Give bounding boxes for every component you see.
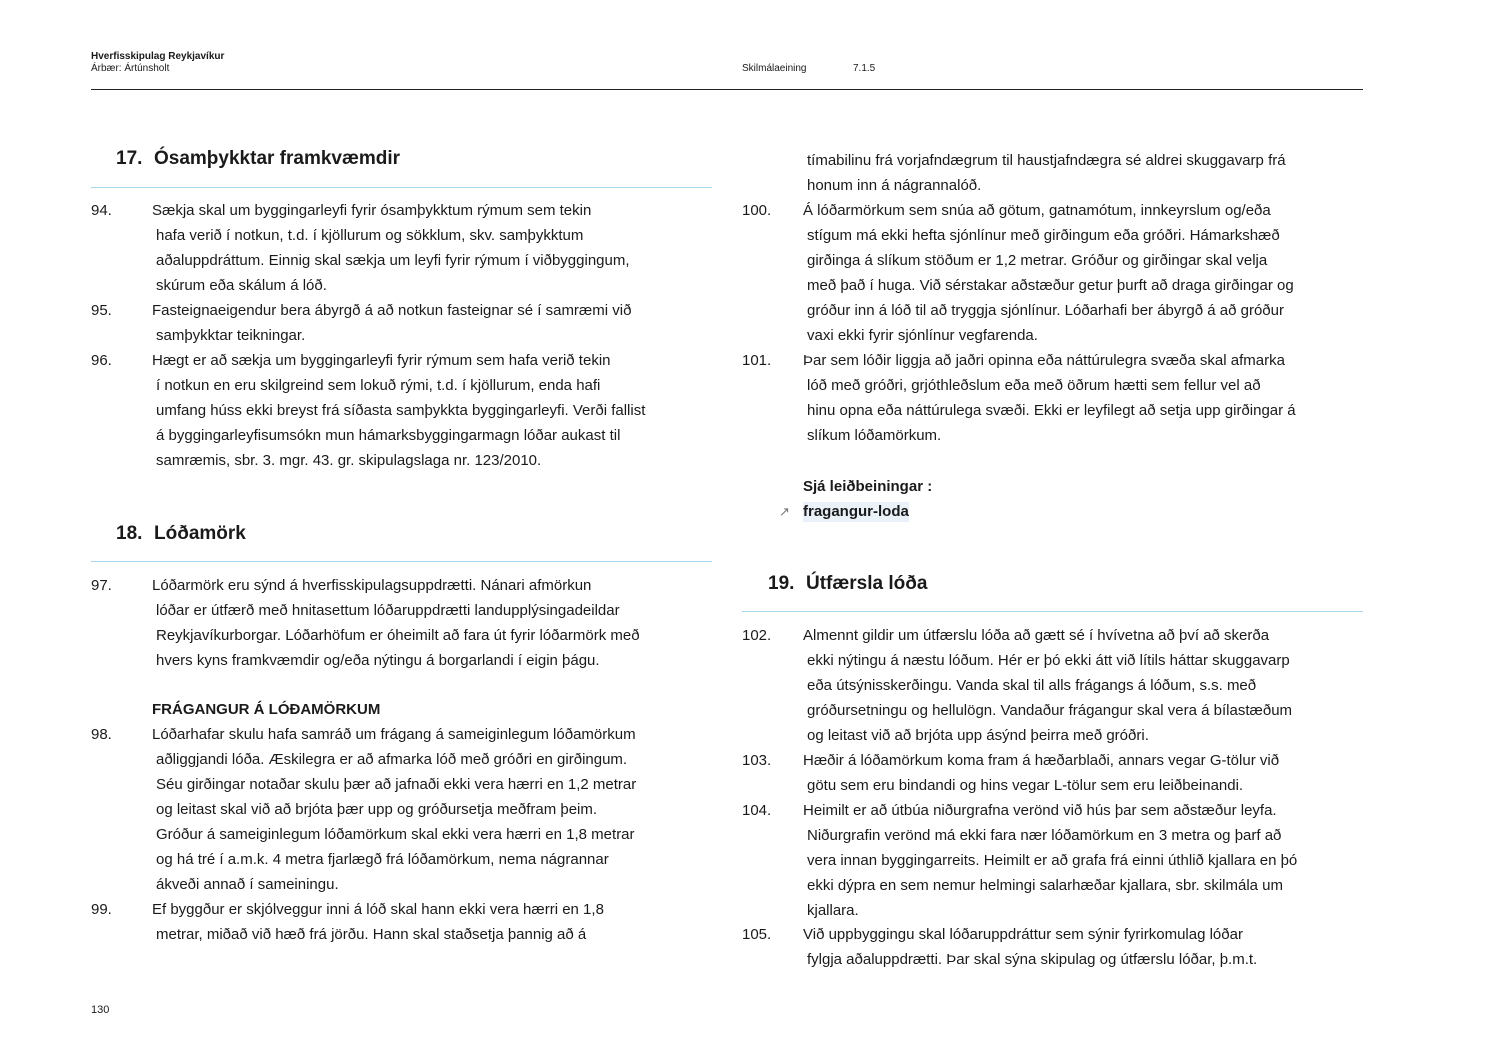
paragraph-line: aðliggjandi lóða. Æskilegra er að afmarka lóð með gróðri en girðingum.	[156, 751, 628, 768]
heading-number: 18.	[116, 523, 143, 544]
paragraph-line: Hæðir á lóðamörkum koma fram á hæðarblaði, annars vegar G-tölur við	[803, 752, 1280, 769]
paragraph	[742, 148, 1286, 198]
para-101	[742, 348, 1296, 448]
paragraph-line: samþykktar teikningar.	[156, 327, 306, 344]
paragraph	[91, 573, 640, 673]
paragraph-line: og leitast skal við að brjóta þær upp og gróðursetja meðfram þeim.	[156, 801, 598, 818]
heading-number: 17.	[116, 148, 143, 169]
paragraph-line: hafa verið í notkun, t.d. í kjöllurum og sökklum, skv. samþykktum	[156, 227, 584, 244]
para-94	[91, 198, 630, 298]
paragraph-line: skúrum eða skálum á lóð.	[156, 277, 327, 294]
para-97	[91, 573, 640, 673]
paragraph-line: eða útsýnisskerðingu. Vanda skal til alls frágangs á lóðum, s.s. með	[807, 677, 1257, 694]
para-99	[91, 897, 604, 947]
paragraph-line: Gróður á sameiginlegum lóðamörkum skal ekki vera hærri en 1,8 metrar	[156, 826, 635, 843]
heading-number: 19.	[768, 573, 795, 594]
heading-19	[768, 572, 927, 596]
para-102	[742, 623, 1292, 748]
paragraph-line: lóð með gróðri, grjóthleðslum eða með öðrum hætti sem fellur vel að	[807, 377, 1261, 394]
section-number: 7.1.5	[853, 63, 876, 74]
paragraph-number: 104.	[742, 802, 772, 819]
para-104	[742, 798, 1297, 923]
paragraph-line: Heimilt er að útbúa niðurgrafna verönd við hús þar sem aðstæður leyfa.	[803, 802, 1277, 819]
external-link-arrow-icon: ↗	[779, 504, 790, 519]
heading-divider	[742, 611, 1363, 612]
paragraph-line: Sækja skal um byggingarleyfi fyrir ósamþykktum rýmum sem tekin	[152, 202, 592, 219]
guide-label: Sjá leiðbeiningar :	[803, 478, 933, 495]
heading-divider	[91, 561, 712, 562]
paragraph-line: gróður inn á lóð til að tryggja sjónlínur. Lóðarhafi ber ábyrgð á að gróður	[807, 302, 1284, 319]
paragraph-number: 100.	[742, 202, 772, 219]
paragraph-number: 95.	[91, 302, 112, 319]
paragraph-line: Á lóðarmörkum sem snúa að götum, gatnamótum, innkeyrslum og/eða	[803, 202, 1271, 219]
paragraph-line: metrar, miðað við hæð frá jörðu. Hann skal staðsetja þannig að á	[156, 926, 587, 943]
paragraph-line: Almennt gildir um útfærslu lóða að gætt sé í hvívetna að því að skerða	[803, 627, 1270, 644]
paragraph-line: gróðursetningu og hellulögn. Vandaður frágangur skal vera á bílastæðum	[807, 702, 1293, 719]
paragraph-line: vera innan byggingarreits. Heimilt er að grafa frá einni úthlið kjallara en þó	[807, 852, 1298, 869]
paragraph-line: Fasteignaeigendur bera ábyrgð á að notkun fasteignar sé í samræmi við	[152, 302, 632, 319]
paragraph-line: lóðar er útfærð með hnitasettum lóðaruppdrætti landupplýsingadeildar	[156, 602, 620, 619]
paragraph-line: Þar sem lóðir liggja að jaðri opinna eða náttúrulegra svæða skal afmarka	[803, 352, 1285, 369]
paragraph-number: 105.	[742, 926, 772, 943]
subheading: FRÁGANGUR Á LÓÐAMÖRKUM	[152, 701, 381, 718]
paragraph-line: Ef byggður er skjólveggur inni á lóð skal hann ekki vera hærri en 1,8	[152, 901, 604, 918]
paragraph	[91, 897, 604, 947]
guide-link[interactable]: fragangur-loda	[803, 503, 909, 520]
heading-17	[116, 147, 400, 171]
paragraph-line: girðinga á slíkum stöðum er 1,2 metrar. Gróður og girðingar skal velja	[807, 252, 1268, 269]
paragraph-number: 103.	[742, 752, 772, 769]
paragraph	[742, 623, 1292, 748]
paragraph-line: Við uppbyggingu skal lóðaruppdráttur sem sýnir fyrirkomulag lóðar	[803, 926, 1243, 943]
para-98	[91, 722, 636, 897]
paragraph-line: á byggingarleyfisumsókn mun hámarksbyggingarmagn lóðar aukast til	[156, 427, 621, 444]
paragraph-number: 97.	[91, 577, 112, 594]
paragraph-number: 98.	[91, 726, 112, 743]
paragraph-line: og há tré í a.m.k. 4 metra fjarlægð frá lóðamörkum, nema nágrannar	[156, 851, 609, 868]
paragraph-line: fylgja aðaluppdrætti. Þar skal sýna skipulag og útfærslu lóðar, þ.m.t.	[807, 951, 1258, 968]
paragraph-number: 102.	[742, 627, 772, 644]
paragraph	[91, 298, 631, 348]
doc-title: Hverfisskipulag Reykjavíkur	[91, 51, 225, 62]
paragraph-line: Lóðarhafar skulu hafa samráð um frágang á sameiginlegum lóðamörkum	[152, 726, 636, 743]
paragraph-line: tímabilinu frá vorjafndægrum til haustjafndægra sé aldrei skuggavarp frá	[807, 152, 1286, 169]
paragraph	[91, 198, 630, 298]
heading-title: Ósamþykktar framkvæmdir	[154, 148, 401, 169]
paragraph	[742, 348, 1296, 448]
paragraph-line: hinu opna eða náttúrulega svæði. Ekki er leyfilegt að setja upp girðingar á	[807, 402, 1296, 419]
paragraph-line: Séu girðingar notaðar skulu þær að jafnaði ekki vera hærri en 1,2 metrar	[156, 776, 637, 793]
paragraph-line: Hægt er að sækja um byggingarleyfi fyrir rýmum sem hafa verið tekin	[152, 352, 611, 369]
paragraph-number: 101.	[742, 352, 772, 369]
para-99-continued	[742, 148, 1286, 198]
paragraph-line: honum inn á nágrannalóð.	[807, 177, 982, 194]
paragraph-line: í notkun en eru skilgreind sem lokuð rými, t.d. í kjöllurum, enda hafi	[156, 377, 601, 394]
heading-title: Lóðamörk	[154, 523, 246, 544]
para-95	[91, 298, 631, 348]
para-96	[91, 348, 645, 473]
paragraph-line: kjallara.	[807, 902, 859, 919]
paragraph-line: hvers kyns framkvæmdir og/eða nýtingu á borgarlandi í eigin þágu.	[156, 652, 600, 669]
heading-divider	[91, 187, 712, 188]
paragraph-line: vaxi ekki fyrir sjónlínur vegfarenda.	[807, 327, 1038, 344]
heading-18	[116, 522, 246, 546]
paragraph	[742, 748, 1279, 798]
guide-link-row	[779, 499, 909, 524]
paragraph-line: Niðurgrafin verönd má ekki fara nær lóðamörkum en 3 metra og þarf að	[807, 827, 1282, 844]
paragraph	[91, 722, 636, 897]
paragraph-line: götu sem eru bindandi og hins vegar L-tölur sem eru leiðbeinandi.	[807, 777, 1244, 794]
para-100	[742, 198, 1294, 348]
paragraph-line: slíkum lóðamörkum.	[807, 427, 942, 444]
paragraph-line: og leitast við að brjóta upp ásýnd þeirra með gróðri.	[807, 727, 1149, 744]
paragraph-line: Reykjavíkurborgar. Lóðarhöfum er óheimilt að fara út fyrir lóðarmörk með	[156, 627, 640, 644]
paragraph-line: ákveði annað í sameiningu.	[156, 876, 339, 893]
page-number: 130	[91, 1004, 110, 1016]
paragraph-line: ekki dýpra en sem nemur helmingi salarhæðar kjallara, sbr. skilmála um	[807, 877, 1284, 894]
paragraph	[742, 798, 1297, 923]
paragraph-line: samræmis, sbr. 3. mgr. 43. gr. skipulagslaga nr. 123/2010.	[156, 452, 542, 469]
paragraph-number: 94.	[91, 202, 112, 219]
heading-title: Útfærsla lóða	[806, 573, 928, 594]
paragraph-line: stígum má ekki hefta sjónlínur með girðingum eða gróðri. Hámarkshæð	[807, 227, 1280, 244]
para-103	[742, 748, 1279, 798]
paragraph-line: umfang húss ekki breyst frá síðasta samþykkta byggingarleyfi. Verði fallist	[156, 402, 646, 419]
paragraph-line: með það í huga. Við sérstakar aðstæður getur þurft að draga girðingar og	[807, 277, 1294, 294]
para-105	[742, 922, 1257, 972]
paragraph	[91, 348, 645, 473]
paragraph-number: 99.	[91, 901, 112, 918]
paragraph-line: aðaluppdráttum. Einnig skal sækja um leyfi fyrir rýmum í viðbyggingum,	[156, 252, 630, 269]
section-label: Skilmálaeining	[742, 63, 807, 74]
paragraph-line: ekki nýtingu á næstu lóðum. Hér er þó ekki átt við lítils háttar skuggavarp	[807, 652, 1290, 669]
paragraph-number: 96.	[91, 352, 112, 369]
header-divider	[91, 89, 1363, 90]
paragraph-line: Lóðarmörk eru sýnd á hverfisskipulagsuppdrætti. Nánari afmörkun	[152, 577, 592, 594]
doc-subtitle: Árbær: Ártúnsholt	[91, 63, 170, 74]
paragraph	[742, 198, 1294, 348]
paragraph	[742, 922, 1257, 972]
